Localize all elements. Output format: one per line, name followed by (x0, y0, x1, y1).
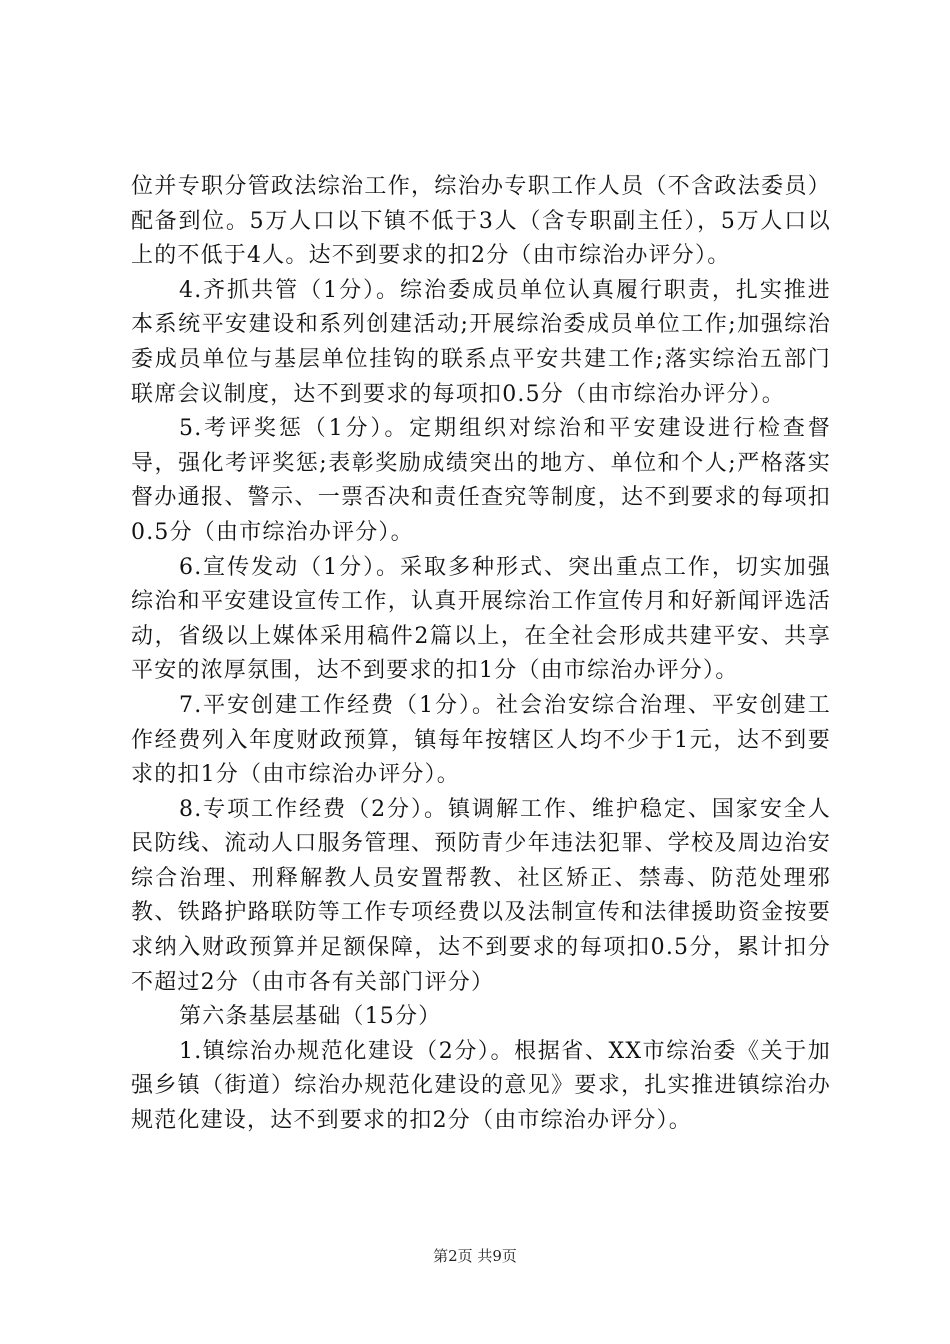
page-footer: 第2页 共9页 (433, 1247, 517, 1265)
paragraph-item-8: 8.专项工作经费（2分）。镇调解工作、维护稳定、国家安全人民防线、流动人口服务管理、预防青少年违法犯罪、学校及周边治安综合治理、刑释解教人员安置帮教、社区矫正、禁毒、防范处理邪教、铁路护路联防等工作专项经费以及法制宣传和法律援助资金按要求纳入财政预算并足额保障，达不到要求的每项扣0.5分，累计扣分不超过2分（由市各有关部门评分） (131, 796, 831, 995)
paragraph-item-4: 4.齐抓共管（1分）。综治委成员单位认真履行职责，扎实推进本系统平安建设和系列创建活动;开展综治委成员单位工作;加强综治委成员单位与基层单位挂钩的联系点平安共建工作;落实综治五部门联席会议制度，达不到要求的每项扣0.5分（由市综治办评分）。 (131, 277, 831, 407)
paragraph-item-6: 6.宣传发动（1分）。采取多种形式、突出重点工作，切实加强综治和平安建设宣传工作，认真开展综治工作宣传月和好新闻评选活动，省级以上媒体采用稿件2篇以上，在全社会形成共建平安、共享平安的浓厚氛围，达不到要求的扣1分（由市综治办评分）。 (131, 554, 831, 684)
paragraph-item-7: 7.平安创建工作经费（1分）。社会治安综合治理、平安创建工作经费列入年度财政预算，镇每年按辖区人均不少于1元，达不到要求的扣1分（由市综治办评分）。 (131, 692, 831, 788)
document-body (131, 170, 831, 1139)
paragraph-continuation: 位并专职分管政法综治工作，综治办专职工作人员（不含政法委员）配备到位。5万人口以下镇不低于3人（含专职副主任），5万人口以上的不低于4人。达不到要求的扣2分（由市综治办评分）。 (131, 174, 831, 269)
section-heading-article-6: 第六条基层基础（15分） (179, 1004, 442, 1030)
paragraph-item-5: 5.考评奖惩（1分）。定期组织对综治和平安建设进行检查督导，强化考评奖惩;表彰奖励成绩突出的地方、单位和个人;严格落实督办通报、警示、一票否决和责任查究等制度，达不到要求的每项扣0.5分（由市综治办评分）。 (131, 416, 831, 545)
paragraph-section6-item-1: 1.镇综治办规范化建设（2分）。根据省、XX市综治委《关于加强乡镇（街道）综治办规范化建设的意见》要求，扎实推进镇综治办规范化建设，达不到要求的扣2分（由市综治办评分）。 (131, 1038, 831, 1134)
